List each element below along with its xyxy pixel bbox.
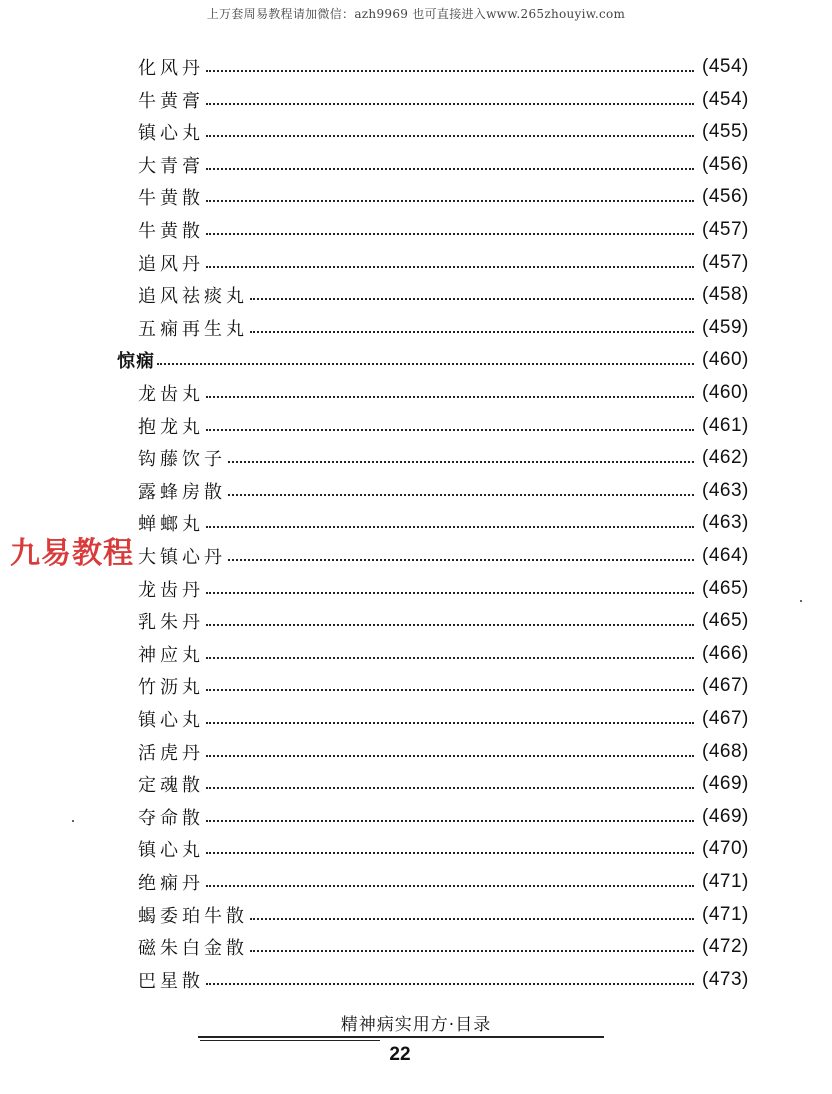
toc-entry — [0, 117, 832, 147]
toc-entry-title: 龙齿丸 — [138, 384, 204, 405]
toc-entry — [0, 280, 832, 310]
toc-entry — [0, 182, 832, 212]
dot-leader — [206, 135, 694, 137]
toc-entry-page: (467) — [702, 675, 749, 697]
toc-entry-page: (456) — [702, 153, 749, 175]
toc-entry — [0, 769, 832, 799]
dot-leader — [206, 396, 694, 398]
scan-speck — [800, 600, 802, 602]
toc-entry-title: 抱龙丸 — [138, 416, 204, 438]
toc-entry-title: 定魂散 — [138, 775, 204, 797]
header-banner: 上万套周易教程请加微信：azh9969 也可直接进入www.265zhouyiw.com — [206, 7, 626, 21]
toc-entry-title: 神应丸 — [138, 644, 204, 666]
toc-entry-title: 牛黄散 — [138, 221, 204, 242]
toc-entry-title: 夺命散 — [138, 807, 204, 829]
watermark-logo: 九易教程 — [10, 528, 134, 572]
toc-entry-page: (459) — [702, 316, 749, 338]
dot-leader — [250, 918, 694, 920]
toc-entry — [0, 834, 832, 864]
toc-entry-title: 镇心丸 — [138, 840, 204, 862]
toc-entry-page: (471) — [702, 903, 749, 925]
toc-entry-title: 露蜂房散 — [138, 481, 226, 503]
toc-entry-title: 牛黄散 — [138, 188, 204, 210]
dot-leader — [206, 233, 694, 235]
toc-entry-title: 乳朱丹 — [138, 612, 204, 634]
toc-entry-page: (460) — [702, 349, 749, 371]
toc-entry-title: 追风丹 — [138, 253, 204, 275]
toc-entry-title: 巴星散 — [138, 970, 204, 992]
dot-leader — [206, 103, 694, 105]
toc-entry-page: (462) — [702, 447, 749, 469]
dot-leader — [206, 722, 694, 724]
toc-entry-title: 磁朱白金散 — [138, 938, 248, 960]
toc-entry-title: 化风丹 — [138, 58, 204, 79]
toc-entry — [0, 932, 832, 962]
toc-entry-title: 追风祛痰丸 — [138, 286, 248, 308]
dot-leader — [206, 657, 694, 659]
toc-entry-page: (466) — [702, 642, 749, 664]
toc-entry-page: (454) — [702, 88, 749, 110]
toc-entry-page: (455) — [702, 121, 749, 143]
dot-leader — [250, 331, 694, 333]
toc-entry-title: 镇心丸 — [138, 123, 204, 145]
dot-leader — [228, 559, 694, 561]
dot-leader — [206, 429, 694, 431]
toc-entry-title: 竹沥丸 — [138, 677, 204, 699]
scan-speck — [72, 820, 74, 822]
toc-entry — [0, 52, 832, 82]
dot-leader — [206, 592, 694, 594]
toc-entry-title: 大镇心丹 — [138, 547, 226, 568]
toc-entry — [0, 737, 832, 767]
toc-entry-page: (473) — [702, 968, 749, 990]
toc-entry — [0, 802, 832, 832]
toc-entry — [0, 313, 832, 343]
toc-entry — [0, 606, 832, 636]
toc-entry-page: (471) — [702, 871, 749, 892]
toc-entry-title: 蝉螂丸 — [138, 514, 204, 536]
dot-leader — [250, 950, 694, 952]
toc-entry-page: (464) — [702, 545, 749, 566]
dot-leader — [206, 70, 694, 72]
toc-entry-page: (457) — [702, 251, 749, 273]
toc-entry — [0, 150, 832, 180]
toc-entry — [0, 900, 832, 930]
toc-entry-page: (467) — [702, 708, 749, 729]
toc-entry-title: 牛黄膏 — [138, 90, 204, 112]
toc-entry — [0, 704, 832, 734]
toc-entry-title: 活虎丹 — [138, 742, 204, 764]
dot-leader — [228, 494, 694, 496]
toc-entry — [0, 476, 832, 506]
toc-entry-title: 绝痫丹 — [138, 873, 204, 894]
toc-entry-page: (458) — [702, 284, 749, 306]
toc-entry-title: 蝎委珀牛散 — [138, 905, 248, 927]
toc-entry — [0, 639, 832, 669]
toc-entry-page: (472) — [702, 936, 749, 958]
toc-entry — [0, 965, 832, 995]
toc-entry-page: (469) — [702, 773, 749, 795]
toc-entry-page: (465) — [702, 577, 749, 599]
toc-entry-page: (460) — [702, 382, 749, 403]
toc-entry-page: (463) — [702, 479, 749, 501]
toc-entry-page: (470) — [702, 838, 749, 860]
dot-leader — [206, 526, 694, 528]
toc-entry — [0, 411, 832, 441]
toc-entry-page: (456) — [702, 186, 749, 208]
dot-leader — [206, 689, 694, 691]
page-number: 22 — [389, 1044, 411, 1065]
toc-entry — [0, 574, 832, 604]
toc-entry-page: (468) — [702, 740, 749, 762]
dot-leader — [206, 624, 694, 626]
dot-leader — [206, 168, 694, 170]
footer-rule — [198, 1036, 604, 1038]
toc-entry — [0, 248, 832, 278]
toc-entry-page: (465) — [702, 610, 749, 632]
toc-entry-title: 龙齿丹 — [138, 579, 204, 601]
dot-leader — [206, 266, 694, 268]
toc-entry-page: (469) — [702, 805, 749, 827]
dot-leader — [206, 820, 694, 822]
toc-entry-page: (457) — [702, 219, 749, 240]
toc-entry — [0, 867, 832, 897]
dot-leader — [206, 755, 694, 757]
toc-entry — [0, 671, 832, 701]
toc-entry-page: (461) — [702, 414, 749, 436]
toc-entry-page: (454) — [702, 56, 749, 77]
toc-entry-title: 镇心丸 — [138, 710, 204, 731]
dot-leader — [206, 200, 694, 202]
dot-leader — [206, 885, 694, 887]
toc-entry-title: 惊痫 — [117, 351, 155, 373]
dot-leader — [206, 787, 694, 789]
footer-rule-secondary — [200, 1040, 380, 1041]
toc-section-heading — [0, 345, 832, 375]
dot-leader — [250, 298, 694, 300]
dot-leader — [157, 363, 694, 365]
footer-book-title: 精神病实用方·目录 — [340, 1015, 492, 1035]
toc-entry — [0, 378, 832, 408]
toc-entry-title: 钩藤饮子 — [138, 449, 226, 471]
toc-entry-page: (463) — [702, 512, 749, 534]
toc-entry — [0, 85, 832, 115]
dot-leader — [228, 461, 694, 463]
dot-leader — [206, 983, 694, 985]
toc-entry — [0, 443, 832, 473]
toc-entry-title: 五痫再生丸 — [138, 318, 248, 340]
toc-entry — [0, 215, 832, 245]
toc-entry-title: 大青膏 — [138, 155, 204, 177]
dot-leader — [206, 852, 694, 854]
